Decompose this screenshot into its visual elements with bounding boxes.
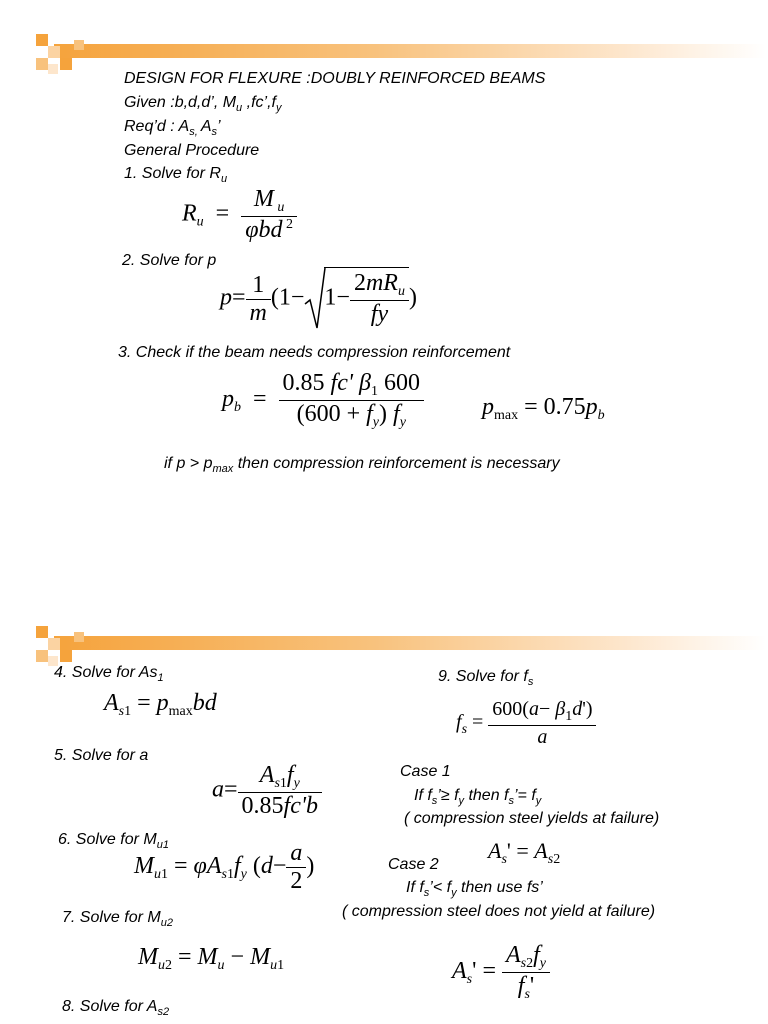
as-prime-equation: $A_s'$ = $\frac{A_{s2}f_y}{f_s'}$ bbox=[452, 942, 550, 1003]
step-6: 6. Solve for $M_{u1}$ bbox=[58, 831, 169, 851]
pmax-equation: $p_{max} = 0.75p_b$ bbox=[482, 394, 605, 423]
step-4: 4. Solve for $As_1$ bbox=[54, 664, 164, 684]
compression-condition: if $p > p_{max}$ then compression reinforcement is necessary bbox=[164, 455, 560, 475]
pb-equation: $p_b$ = $\frac{0.85 fc' \beta_1 600}{(600 + f_y) f_y}$ bbox=[222, 370, 424, 431]
header-gradient-bar bbox=[54, 636, 766, 650]
case-1-condition: If $f_s’\ge f_y$ then $f_s’= f_y$ bbox=[414, 787, 542, 807]
step-8: 8. Solve for $A_{s2}$ bbox=[62, 998, 170, 1018]
case-2-label: Case 2 bbox=[388, 856, 439, 873]
as1-equation: $A_{s1} = p_{max}bd$ bbox=[104, 690, 217, 719]
step-9: 9. Solve for $f_s$ bbox=[438, 668, 534, 688]
slide-title: DESIGN FOR FLEXURE :DOUBLY REINFORCED BEAMS bbox=[124, 70, 546, 87]
as-prime-equals-as2-equation: $A_s' = A_{s2}$ bbox=[488, 838, 561, 867]
general-procedure: General Procedure bbox=[124, 142, 260, 159]
p-equation: p= $\frac{1}{m}$ (1− 1− $\frac{2mR_u}{fy}$ ) bbox=[220, 266, 417, 332]
step-1: 1. Solve for $R_u$ bbox=[124, 165, 228, 185]
step-3: 3. Check if the beam needs compression reinforcement bbox=[118, 344, 511, 361]
ru-equation: $R_u$ = $\frac{M _u}{\varphi bd ^2}$ bbox=[182, 186, 297, 244]
step-5: 5. Solve for a bbox=[54, 747, 149, 764]
header-gradient-bar bbox=[54, 44, 766, 58]
reqd-line: Req’d : $A_{s,}$ $A_s$’ bbox=[124, 118, 221, 138]
mu2-equation: $M_{u2} = M_u - M_{u1}$ bbox=[138, 944, 285, 973]
case-2-note: ( compression steel does not yield at failure) bbox=[342, 903, 656, 920]
fs-equation: $f_s$ = $\frac{600(a- \beta_1d')}{a}$ bbox=[456, 698, 596, 749]
given-line: Given :b,d,d’, $M_u$ $,fc’,f_y$ bbox=[124, 94, 282, 114]
mu1-equation: $M_{u1} = \varphi A_{s1}f_y$ (d− $\frac{a}{2}$ ) bbox=[134, 840, 315, 894]
case-2-condition: If $f_s’< f_y$ then use fs’ bbox=[406, 879, 543, 899]
a-equation: a= $\frac{A_{s1}f_y}{0.85fc'b}$ bbox=[212, 762, 322, 820]
step-2: 2. Solve for p bbox=[122, 252, 217, 269]
slide-2 bbox=[0, 620, 768, 1024]
case-1-label: Case 1 bbox=[400, 763, 451, 780]
sqrt-icon bbox=[304, 266, 326, 332]
step-7: 7. Solve for $M_{u2}$ bbox=[62, 909, 173, 929]
case-1-note: ( compression steel yields at failure) bbox=[404, 810, 660, 827]
